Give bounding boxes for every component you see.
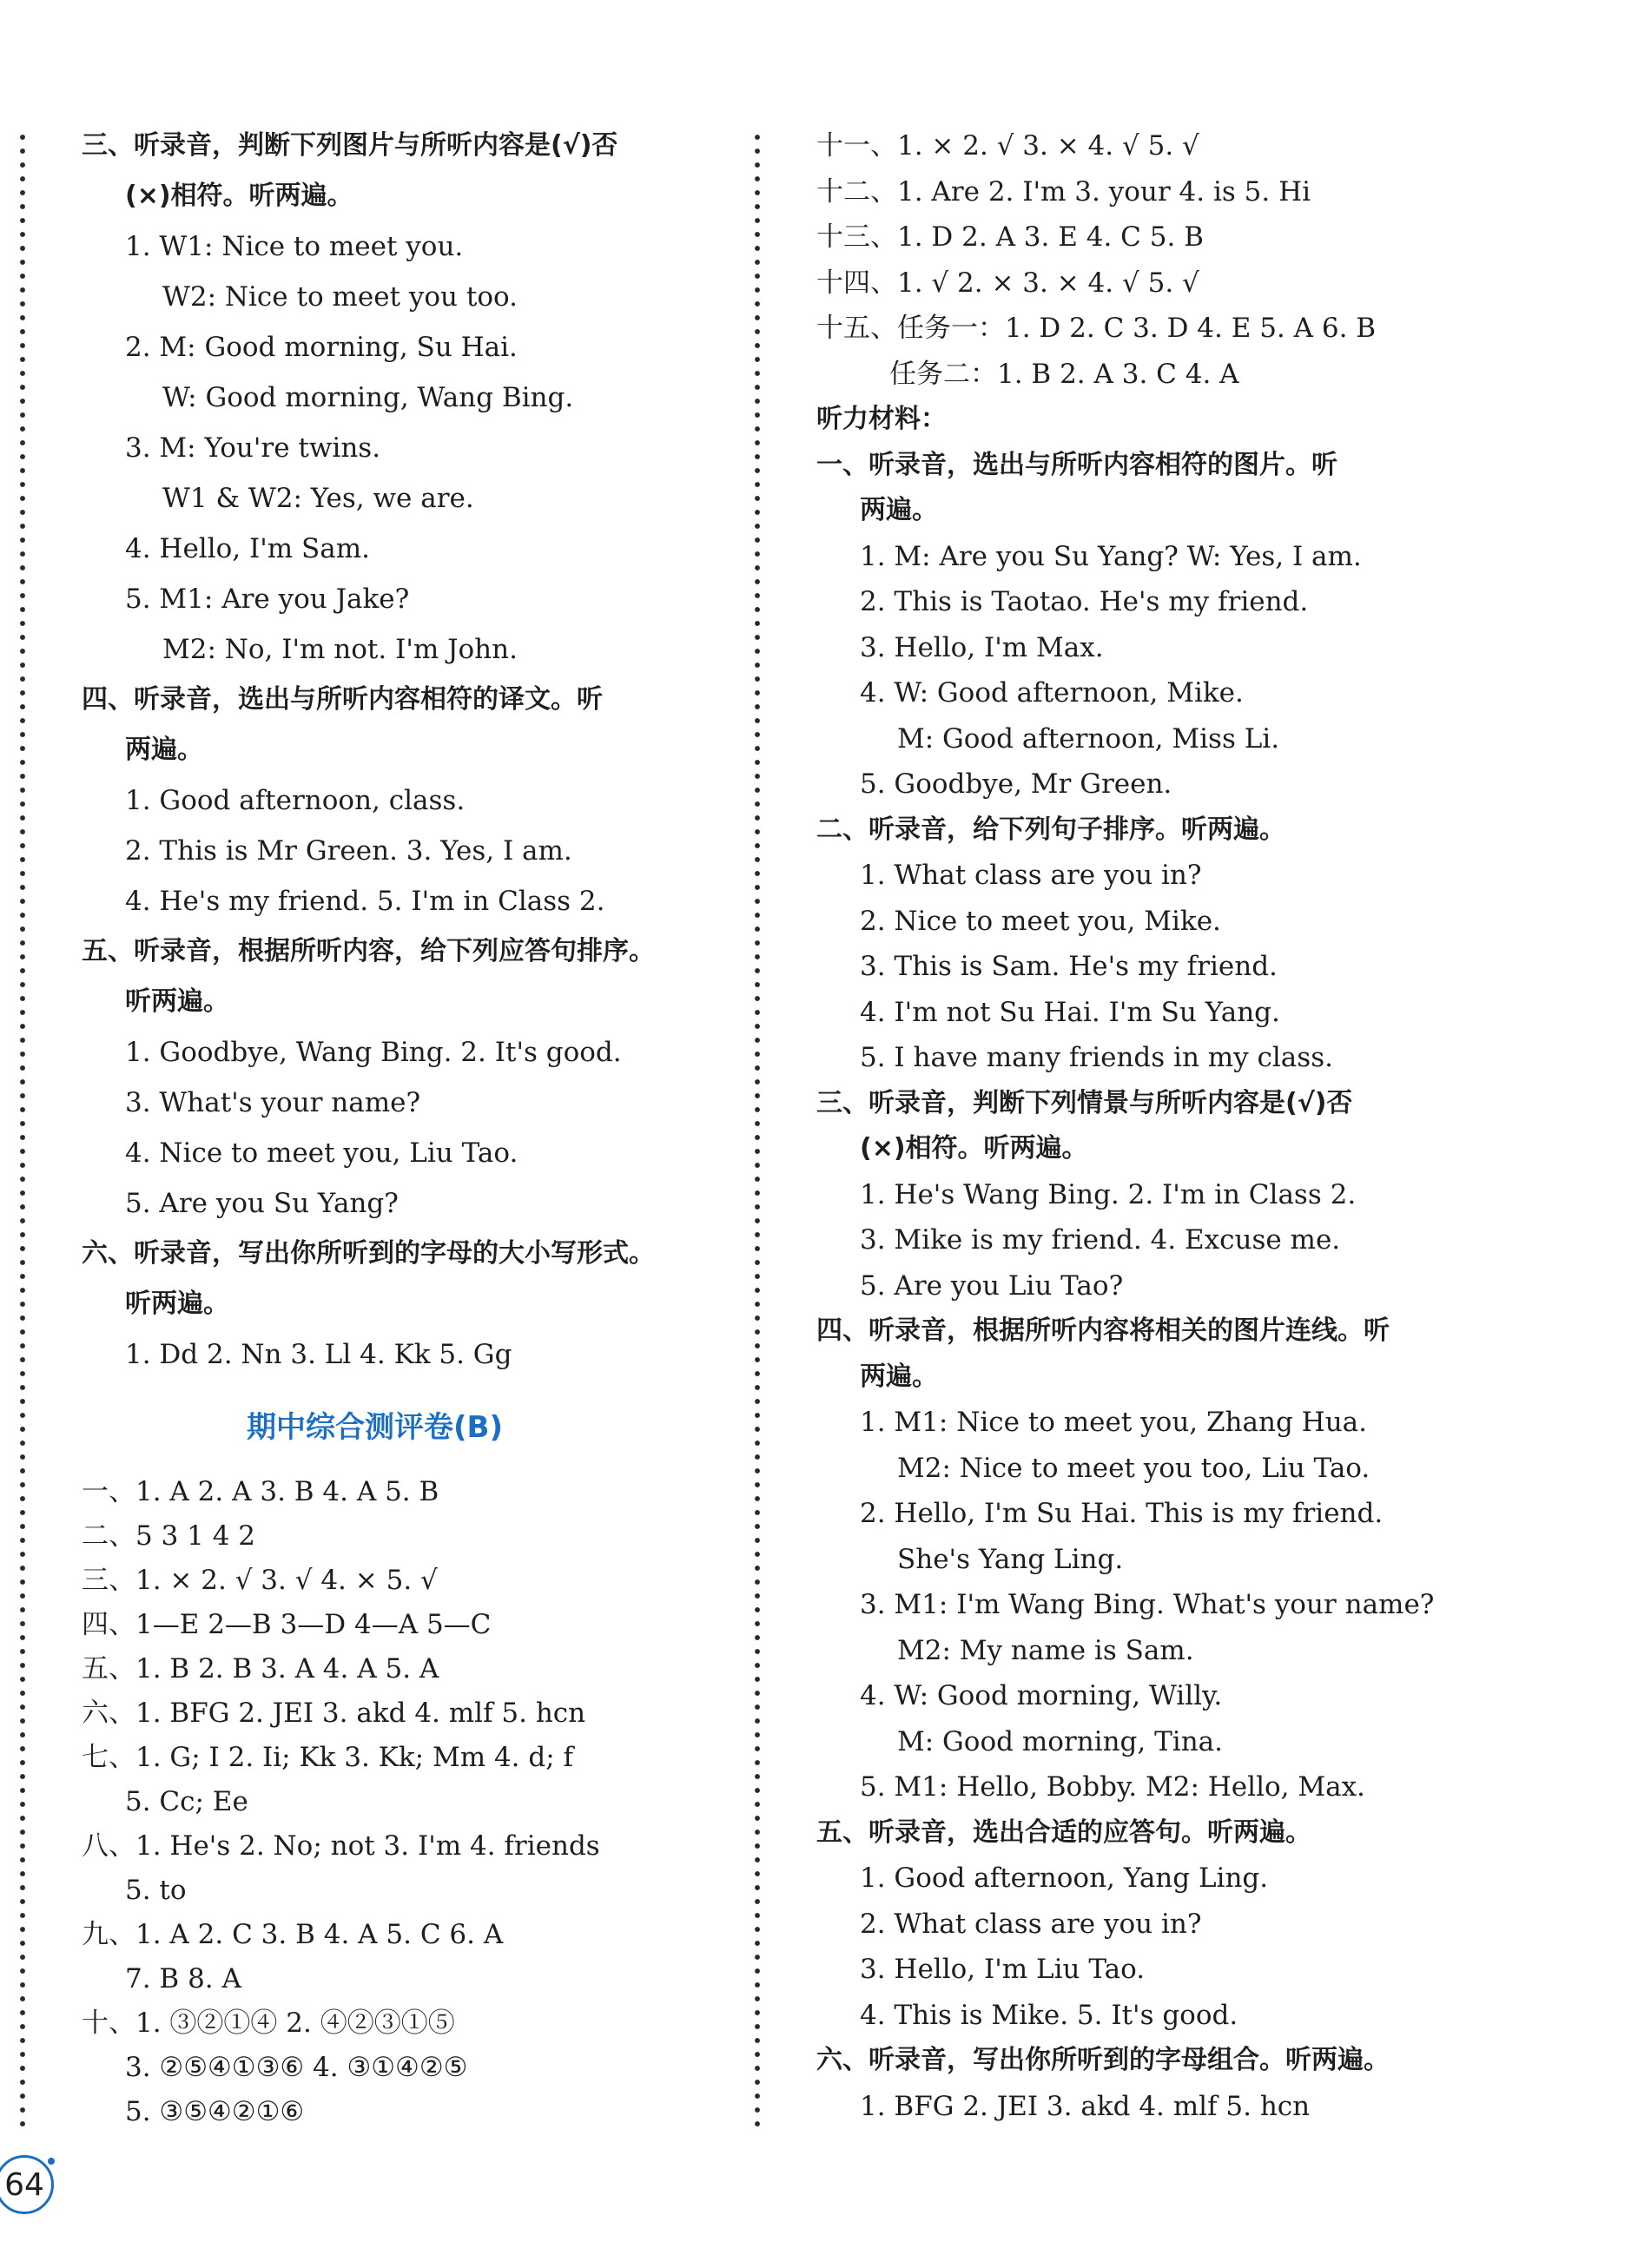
left-column-line: 3. What's your name? [125, 1087, 421, 1118]
right-column-line: 3. M1: I'm Wang Bing. What's your name? [860, 1589, 1435, 1620]
left-answers-line: 十、1. ③②①④ 2. ④②③①⑤ [82, 2008, 455, 2039]
left-column-line: 1. Dd 2. Nn 3. Ll 4. Kk 5. Gg [125, 1339, 512, 1370]
right-column-line: 六、听录音，写出你所听到的字母组合。听两遍。 [816, 2045, 1390, 2075]
left-column-line: 5. M1: Are you Jake? [125, 583, 410, 615]
right-column-line: M: Good afternoon, Miss Li. [897, 722, 1280, 755]
right-column-line: 4. This is Mike. 5. It's good. [860, 1999, 1238, 2031]
left-column-line: 4. He's my friend. 5. I'm in Class 2. [125, 886, 605, 917]
right-column-line: M2: My name is Sam. [897, 1634, 1194, 1666]
left-answers-line: 5. to [125, 1875, 187, 1906]
right-column-line: M2: Nice to meet you too, Liu Tao. [897, 1452, 1371, 1484]
right-column-line: 1. M1: Nice to meet you, Zhang Hua. [860, 1407, 1368, 1438]
right-column-line: 一、听录音，选出与所听内容相符的图片。听 [816, 449, 1337, 480]
right-column-line: 四、听录音，根据所听内容将相关的图片连线。听 [816, 1315, 1390, 1346]
right-column-line: 二、听录音，给下列句子排序。听两遍。 [816, 814, 1285, 845]
right-column-line: 两遍。 [860, 1361, 938, 1392]
left-column-line: 听两遍。 [125, 986, 229, 1017]
left-column-line: 1. W1: Nice to meet you. [125, 231, 464, 262]
right-column-line: 1. BFG 2. JEI 3. akd 4. mlf 5. hcn [860, 2090, 1311, 2122]
left-column-line: 5. Are you Su Yang? [125, 1188, 399, 1219]
right-column-line: 3. Mike is my friend. 4. Excuse me. [860, 1224, 1341, 1256]
right-column-line: 5. I have many friends in my class. [860, 1042, 1333, 1073]
left-answers-line: 5. Cc; Ee [125, 1786, 248, 1817]
left-answers-line: 八、1. He's 2. No; not 3. I'm 4. friends [82, 1830, 600, 1862]
left-answers-line: 七、1. G; I 2. Ii; Kk 3. Kk; Mm 4. d; f [82, 1742, 573, 1773]
left-dotted-border [19, 130, 26, 2127]
right-column-line: 十一、1. × 2. √ 3. × 4. √ 5. √ [816, 130, 1199, 162]
right-column-line: 3. Hello, I'm Liu Tao. [860, 1954, 1146, 1985]
left-column-line: 两遍。 [125, 735, 203, 765]
left-answers-line: 四、1—E 2—B 3—D 4—A 5—C [82, 1609, 492, 1640]
left-column-line: 1. Good afternoon, class. [125, 785, 466, 816]
right-column-line: 1. He's Wang Bing. 2. I'm in Class 2. [860, 1178, 1357, 1210]
left-column-line: 2. M: Good morning, Su Hai. [125, 332, 518, 363]
right-column-line: She's Yang Ling. [897, 1543, 1124, 1575]
right-column-line: 3. Hello, I'm Max. [860, 631, 1104, 663]
right-column-line: 听力材料： [816, 404, 947, 434]
right-column-line: 4. I'm not Su Hai. I'm Su Yang. [860, 996, 1280, 1028]
left-answers-line: 五、1. B 2. B 3. A 4. A 5. A [82, 1653, 439, 1685]
right-column-line: 2. What class are you in? [860, 1908, 1202, 1940]
right-column-line: 五、听录音，选出合适的应答句。听两遍。 [816, 1816, 1311, 1848]
right-column-line: 2. Nice to meet you, Mike. [860, 905, 1221, 937]
right-column-line: 5. Goodbye, Mr Green. [860, 768, 1172, 800]
right-column-line: 两遍。 [860, 495, 938, 525]
left-column-line: W2: Nice to meet you too. [162, 281, 518, 313]
right-column-line: 5. Are you Liu Tao? [860, 1269, 1124, 1302]
left-column-line: 1. Goodbye, Wang Bing. 2. It's good. [125, 1037, 622, 1068]
right-column-line: 5. M1: Hello, Bobby. M2: Hello, Max. [860, 1771, 1365, 1803]
right-column-line: 十二、1. Are 2. I'm 3. your 4. is 5. Hi [816, 175, 1311, 208]
left-column-line: 听两遍。 [125, 1289, 229, 1319]
left-column-line: 4. Nice to meet you, Liu Tao. [125, 1137, 518, 1169]
right-column-line: 1. Good afternoon, Yang Ling. [860, 1863, 1269, 1894]
left-column-line: 六、听录音，写出你所听到的字母的大小写形式。 [82, 1238, 655, 1269]
right-column-line: 十三、1. D 2. A 3. E 4. C 5. B [816, 221, 1204, 253]
left-answers-line: 六、1. BFG 2. JEI 3. akd 4. mlf 5. hcn [82, 1698, 586, 1729]
right-column-line: 2. This is Taotao. He's my friend. [860, 586, 1309, 617]
right-column-line: 任务二：1. B 2. A 3. C 4. A [889, 358, 1239, 390]
left-column-line: 三、听录音，判断下列图片与所听内容是(√)否 [82, 130, 618, 161]
left-column-line: 五、听录音，根据所听内容，给下列应答句排序。 [82, 936, 655, 966]
left-column-line: W1 & W2: Yes, we are. [162, 483, 474, 514]
left-answers-line: 三、1. × 2. √ 3. √ 4. × 5. √ [82, 1565, 438, 1596]
right-column-line: M: Good morning, Tina. [897, 1725, 1223, 1757]
left-column-line: 3. M: You're twins. [125, 432, 381, 464]
left-column-line: M2: No, I'm not. I'm John. [162, 634, 518, 665]
left-answers-line: 7. B 8. A [125, 1963, 241, 1994]
right-column-line: 1. What class are you in? [860, 860, 1202, 891]
right-column-line: 3. This is Sam. He's my friend. [860, 951, 1278, 982]
left-column-line: (×)相符。听两遍。 [125, 181, 353, 211]
left-column-line: 2. This is Mr Green. 3. Yes, I am. [125, 835, 572, 867]
center-dotted-divider [754, 130, 761, 2127]
right-column-line: (×)相符。听两遍。 [860, 1133, 1088, 1164]
left-answers-line: 5. ③⑤④②①⑥ [125, 2096, 305, 2127]
left-column-line: 4. Hello, I'm Sam. [125, 533, 370, 564]
right-column-line: 十四、1. √ 2. × 3. × 4. √ 5. √ [816, 267, 1199, 299]
left-answers-line: 3. ②⑤④①③⑥ 4. ③①④②⑤ [125, 2052, 468, 2083]
right-column-line: 1. M: Are you Su Yang? W: Yes, I am. [860, 540, 1362, 572]
right-column-line: 十五、任务一：1. D 2. C 3. D 4. E 5. A 6. B [816, 313, 1377, 344]
left-answers-line: 二、5 3 1 4 2 [82, 1520, 256, 1552]
left-answers-line: 九、1. A 2. C 3. B 4. A 5. C 6. A [82, 1919, 504, 1950]
right-column-line: 4. W: Good afternoon, Mike. [860, 677, 1244, 709]
left-answers-line: 一、1. A 2. A 3. B 4. A 5. B [82, 1476, 439, 1507]
right-column-line: 三、听录音，判断下列情景与所听内容是(√)否 [816, 1087, 1353, 1118]
page-number: 64 [0, 2155, 54, 2214]
section-title: 期中综合测评卷(B) [247, 1410, 503, 1445]
left-column-line: W: Good morning, Wang Bing. [162, 382, 574, 413]
right-column-line: 2. Hello, I'm Su Hai. This is my friend. [860, 1498, 1384, 1529]
right-column-line: 4. W: Good morning, Willy. [860, 1680, 1223, 1711]
left-column-line: 四、听录音，选出与所听内容相符的译文。听 [82, 684, 603, 715]
